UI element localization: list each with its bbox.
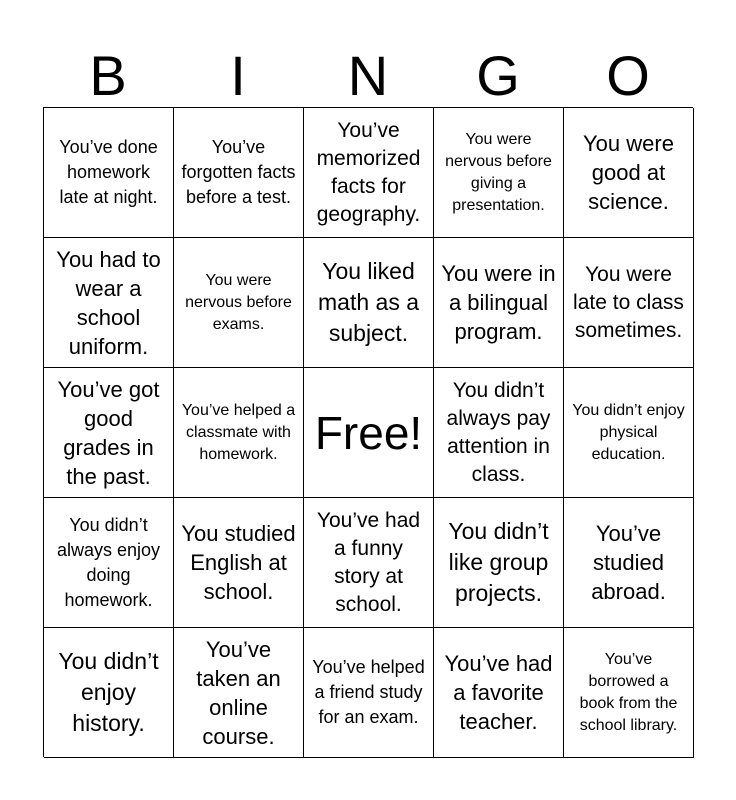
cell-text: You were nervous before exams. (185, 271, 292, 333)
bingo-cell[interactable] (44, 368, 174, 498)
bingo-cell[interactable] (174, 368, 304, 498)
cell-text: You didn’t always enjoy doing homework. (56, 514, 161, 610)
bingo-cell[interactable] (304, 108, 434, 238)
cell-text: You didn’t enjoy physical education. (572, 401, 685, 463)
cell-text: You’ve studied abroad. (591, 521, 666, 604)
bingo-cell[interactable] (434, 628, 564, 758)
cell-text: You didn’t always pay attention in class. (446, 378, 551, 486)
cell-text: You were late to class sometimes. (573, 262, 684, 342)
cell-text: You’ve got good grades in the past. (57, 376, 160, 489)
bingo-header (43, 44, 693, 108)
cell-text: You’ve helped a classmate with homework. (181, 401, 296, 463)
header-letter-i: I (230, 44, 246, 107)
bingo-cell[interactable] (174, 108, 304, 238)
cell-text: You didn’t enjoy history. (58, 648, 159, 736)
cell-text: You were good at science. (583, 131, 674, 214)
bingo-cell[interactable] (44, 108, 174, 238)
bingo-cell[interactable] (434, 108, 564, 238)
cell-text: You’ve had a favorite teacher. (444, 651, 553, 734)
bingo-cell[interactable] (174, 238, 304, 368)
cell-text: You were nervous before giving a presentation. (445, 130, 552, 214)
header-letter-o: O (606, 44, 650, 107)
cell-text: You liked math as a subject. (318, 258, 419, 346)
cell-text: You’ve had a funny story at school. (316, 508, 421, 616)
header-letter-g: G (476, 44, 520, 107)
cell-text: You’ve forgotten facts before a test. (181, 137, 296, 207)
cell-text: You’ve done homework late at night. (59, 137, 158, 207)
bingo-cell[interactable] (174, 498, 304, 628)
free-space-text: Free! (314, 406, 423, 459)
bingo-cell[interactable] (434, 368, 564, 498)
bingo-cell[interactable] (304, 628, 434, 758)
header-letter-n: N (347, 44, 389, 107)
cell-text: You’ve taken an online course. (196, 636, 281, 749)
bingo-cell[interactable] (44, 498, 174, 628)
bingo-cell[interactable] (174, 628, 304, 758)
bingo-cell[interactable] (44, 238, 174, 368)
cell-text: You had to wear a school uniform. (56, 246, 161, 359)
bingo-cell[interactable] (564, 628, 694, 758)
bingo-cell[interactable] (564, 368, 694, 498)
cell-text: You’ve borrowed a book from the school library. (579, 650, 678, 734)
bingo-cell[interactable] (564, 238, 694, 368)
bingo-cell[interactable] (434, 238, 564, 368)
bingo-cell[interactable] (564, 108, 694, 238)
cell-text: You’ve memorized facts for geography. (316, 118, 421, 226)
free-space-cell[interactable] (304, 368, 434, 498)
bingo-cell[interactable] (304, 498, 434, 628)
cell-text: You’ve helped a friend study for an exam. (312, 657, 425, 727)
bingo-card-grid (43, 107, 693, 757)
bingo-cell[interactable] (434, 498, 564, 628)
bingo-cell[interactable] (304, 238, 434, 368)
header-letter-b: B (89, 44, 127, 107)
cell-text: You didn’t like group projects. (448, 518, 549, 606)
bingo-cell[interactable] (44, 628, 174, 758)
cell-text: You were in a bilingual program. (441, 261, 556, 344)
bingo-cell[interactable] (564, 498, 694, 628)
cell-text: You studied English at school. (181, 521, 296, 604)
